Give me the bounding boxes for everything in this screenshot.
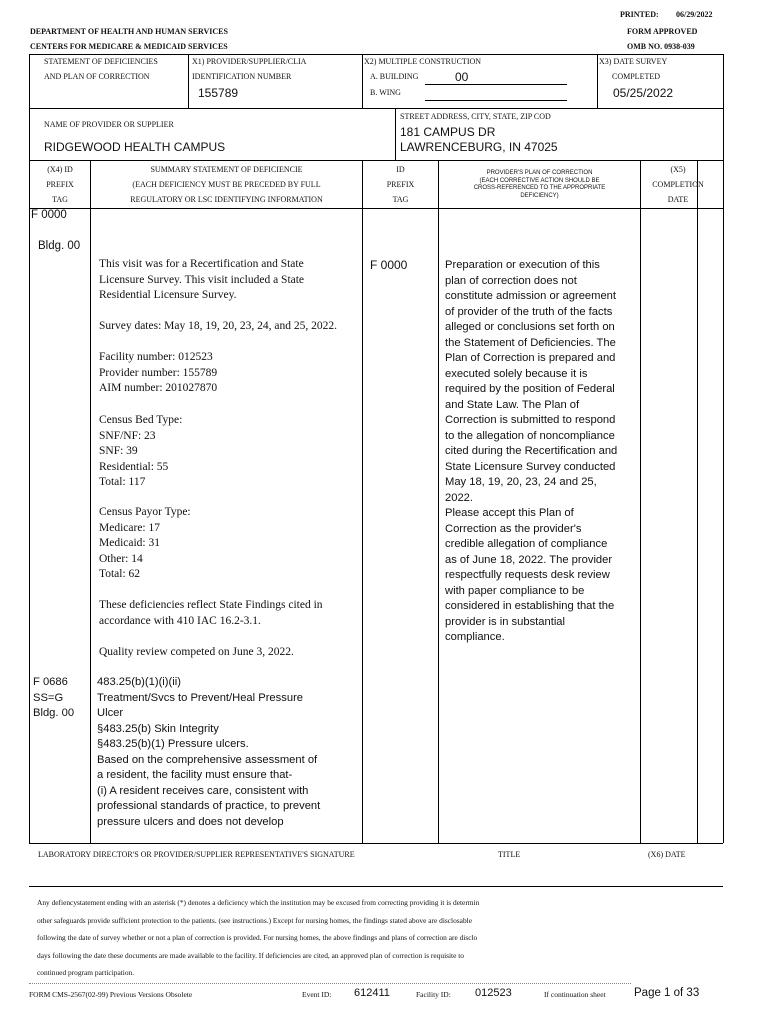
x3-label-1: X3) DATE SURVEY [599,57,668,66]
signature-title: TITLE [498,850,521,859]
omb-number: OMB NO. 0938-039 [627,42,695,51]
tag-f0686: F 0686 SS=G Bldg. 00 [33,676,75,719]
col-header-plan: PROVIDER'S PLAN OF CORRECTION (EACH CORRECTIVE ACTION SHOULD BE CROSS-REFERENCED TO THE APPROPRIATE DEFICIENCY) [473,170,606,199]
col-header-x5: (X5) COMPLETION DATE [652,165,704,204]
f0686-text: 483.25(b)(1)(i)(ii) Treatment/Svcs to Prevent/Heal Pressure Ulcer §483.25(b) Skin Integrity §483.25(b)(1) Pressure ulcers. Based on the comprehensive assessment of a resident, the facility must ensure that- (i) A resident receives care, consistent with professional standards of practice, to prevent pressure ulcers and does not develop [97,676,321,828]
printed-date: 06/29/2022 [676,10,713,19]
address-line-2: LAWRENCEBURG, IN 47025 [400,140,558,154]
building-value: 00 [455,70,469,84]
plan-of-correction-text: Preparation or execution of this plan of correction does not constitute admission or agreement of provider of the truth of the facts alleged or conclusions set forth on the Statement of Deficiencies. The Plan of Correction is prepared and executed solely because it is required by the position of Federal and State Law. The Plan of Correction is submitted to respond to the allegation of noncompliance cited during the Recertification and State Licensure Survey conducted May 18, 19, 20, 23, 24 and 25, 2022. Please accept this Plan of Correction as the provider's credible allegation of compliance as of June 18, 2022. The provider respectfully requests desk review with paper compliance to be considered in establishing that the provider is in substantial compliance. [445,259,618,643]
building-label: A. BUILDING [370,72,419,81]
wing-label: B. WING [370,88,401,97]
summary-visit: This visit was for a Recertification and State Licensure Survey. This visit included a State Residential Licensure Survey. [99,258,305,301]
footer-facility-value: 012523 [475,987,512,999]
statement-label-2: AND PLAN OF CORRECTION [44,72,150,81]
col-header-id: ID PREFIX TAG [386,165,415,204]
centers-title: CENTERS FOR MEDICARE & MEDICAID SERVICES [30,42,228,51]
col-header-summary: SUMMARY STATEMENT OF DEFICIENCIE (EACH DEFICIENCY MUST BE PRECEDED BY FULL REGULATORY OR LSC IDENTIFYING INFORMATION [130,165,323,204]
dept-title: DEPARTMENT OF HEALTH AND HUMAN SERVICES [30,27,228,36]
id-tag-f0000: F 0000 [370,258,408,272]
footer-facility-label: Facility ID: [416,990,451,999]
footer-continuation: If continuation sheet [544,990,606,999]
summary-facility-numbers: Facility number: 012523 Provider number: 155789 AIM number: 201027870 [99,351,218,394]
x2-label: X2) MULTIPLE CONSTRUCTION [364,57,482,66]
signature-date: (X6) DATE [648,850,686,859]
address-label: STREET ADDRESS, CITY, STATE, ZIP COD [400,112,551,121]
tag-bldg-00: Bldg. 00 [38,240,81,252]
printed-label: PRINTED: [620,10,659,19]
provider-name-label: NAME OF PROVIDER OR SUPPLIER [44,120,174,129]
footer-page-number: Page 1 of 33 [634,987,700,999]
form-approved: FORM APPROVED [627,27,698,36]
summary-survey-dates: Survey dates: May 18, 19, 20, 23, 24, and 25, 2022. [99,320,337,332]
summary-findings: These deficiencies reflect State Findings cited in accordance with 410 IAC 16.2-3.1. [99,599,323,627]
address-line-1: 181 CAMPUS DR [400,125,496,139]
provider-id-value: 155789 [198,86,239,100]
disclaimer: Any defiencystatement ending with an asterisk (*) denotes a deficiency which the institution may be excused from correcting providing it is determin other safeguards provide sufficient protection to the patients. (see instructions.) Except for nursing homes, the findings stated above are disclosable following the date of survey whether or not a plan of correction is provided. For nursing homes, the above findings and plans of correction are disclo days following the date these documents are made available to the facility. If deficiencies are cited, an approved plan of correction is requisite to continued program participation. [37,898,480,977]
summary-census-payor: Census Payor Type: Medicare: 17 Medicaid: 31 Other: 14 Total: 62 [99,506,191,580]
footer-divider [29,983,631,984]
footer-event-value: 612411 [354,987,390,999]
statement-label-1: STATEMENT OF DEFICIENCIES [44,57,158,66]
tag-f0000: F 0000 [31,209,67,221]
footer-form-id: FORM CMS-2567(02-99) Previous Versions Obsolete [29,990,193,999]
col-header-x4: (X4) ID PREFIX TAG [46,165,74,204]
signature-label: LABORATORY DIRECTOR'S OR PROVIDER/SUPPLIER REPRESENTATIVE'S SIGNATURE [38,850,355,859]
summary-census-bed: Census Bed Type: SNF/NF: 23 SNF: 39 Residential: 55 Total: 117 [99,414,183,488]
survey-completed-date: 05/25/2022 [613,86,674,100]
x1-label-2: IDENTIFICATION NUMBER [192,72,292,81]
x1-label-1: X1) PROVIDER/SUPPLIER/CLIA [192,57,307,66]
provider-name-value: RIDGEWOOD HEALTH CAMPUS [44,140,226,154]
x3-label-2: COMPLETED [612,72,660,81]
summary-quality-review: Quality review competed on June 3, 2022. [99,646,294,658]
footer-event-label: Event ID: [302,990,332,999]
